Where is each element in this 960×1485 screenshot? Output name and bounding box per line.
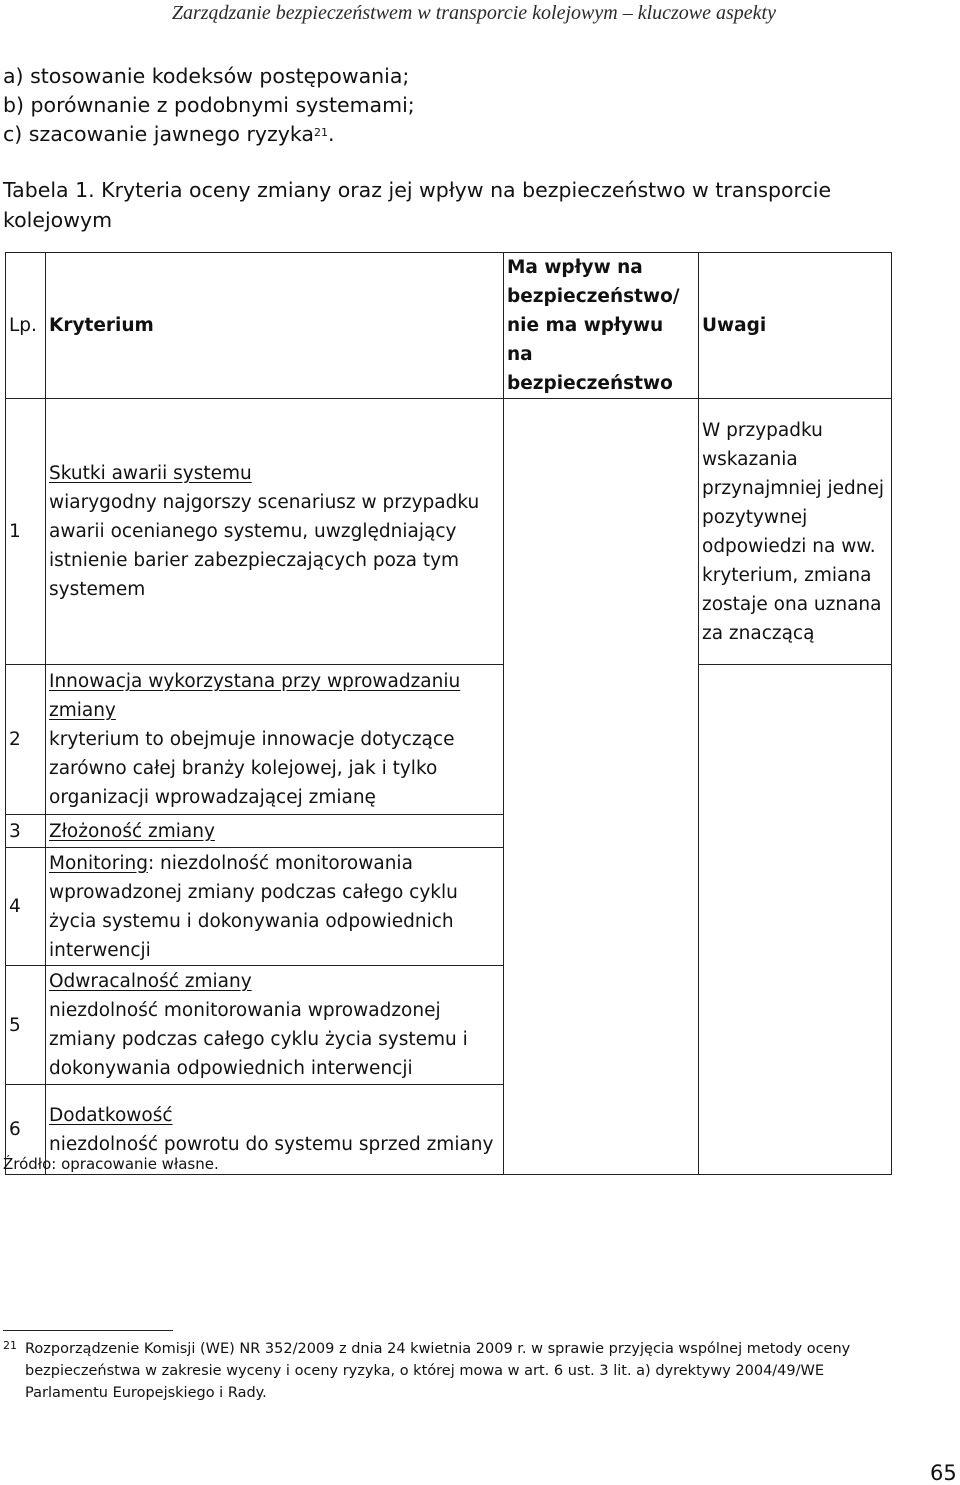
method-list xyxy=(3,62,415,149)
criterion-title: Odwracalność zmiany xyxy=(49,971,252,992)
header-criterion: Kryterium xyxy=(46,253,504,399)
criterion-body: wiarygodny najgorszy scenariusz w przypadku awarii ocenianego systemu, uwzględniający istnienie barier zabezpieczających poza tym systemem xyxy=(49,492,480,600)
criterion-cell xyxy=(46,848,504,966)
impact-cell[interactable] xyxy=(504,399,699,1175)
table-row xyxy=(6,665,892,815)
footnote-divider xyxy=(3,1330,173,1331)
table-caption: Tabela 1. Kryteria oceny zmiany oraz jej wpływ na bezpieczeństwo w transporcie kolejowym xyxy=(3,178,832,232)
criterion-body: niezdolność powrotu do systemu sprzed zmiany xyxy=(49,1133,494,1155)
notes-cell: W przypadku wskazania przynajmniej jednej pozytywnej odpowiedzi na ww. kryterium, zmiana zostaje ona uznana za znaczącą xyxy=(699,399,892,665)
criterion-cell xyxy=(46,399,504,665)
criterion-cell xyxy=(46,966,504,1085)
row-number: 6 xyxy=(6,1085,46,1175)
row-number: 1 xyxy=(6,399,46,665)
criterion-cell xyxy=(46,815,504,848)
list-item: b) porównanie z podobnymi systemami; xyxy=(3,93,415,117)
table-row xyxy=(6,399,892,665)
criterion-title: Złożoność zmiany xyxy=(49,820,215,842)
criterion-title: Dodatkowość xyxy=(49,1104,173,1126)
criterion-cell xyxy=(46,665,504,815)
row-number: 5 xyxy=(6,966,46,1085)
page-number: 65 xyxy=(930,1461,957,1485)
notes-cell-empty xyxy=(699,665,892,1175)
table-source: Źródło: opracowanie własne. xyxy=(3,1155,219,1173)
criterion-body: : niezdolność monitorowania wprowadzonej zmiany podczas całego cyklu życia systemu i dokonywania odpowiednich interwencji xyxy=(49,852,458,961)
criterion-body: niezdolność monitorowania wprowadzonej zmiany podczas całego cyklu życia systemu i dokonywania odpowiednich interwencji xyxy=(49,1000,468,1079)
footnote-number: 21 xyxy=(3,1339,17,1352)
criterion-title: Innowacja wykorzystana przy wprowadzaniu zmiany xyxy=(49,671,461,721)
footnote-text: Rozporządzenie Komisji (WE) NR 352/2009 z dnia 24 kwietnia 2009 r. w sprawie przyjęcia wspólnej metody oceny bezpieczeństwa w zakresie wyceny i oceny ryzyka, o której mowa w art. 6 ust. 3 lit. a) dyrektywy 2004/49/WE Parlamentu Europejskiego i Rady. xyxy=(25,1341,851,1401)
list-item: a) stosowanie kodeksów postępowania; xyxy=(3,64,410,88)
running-header: Zarządzanie bezpieczeństwem w transporcie kolejowym – kluczowe aspekty xyxy=(171,2,776,24)
header-lp: Lp. xyxy=(6,253,46,399)
row-number: 3 xyxy=(6,815,46,848)
table-header-row xyxy=(6,253,892,399)
header-impact: Ma wpływ na bezpieczeństwo/ nie ma wpływu na bezpieczeństwo xyxy=(504,253,699,399)
footnote-ref[interactable]: 21 xyxy=(313,126,328,139)
row-number: 4 xyxy=(6,848,46,966)
criterion-title: Monitoring xyxy=(49,852,148,874)
criteria-table xyxy=(5,252,892,1175)
list-item: c) szacowanie jawnego ryzyka$^{21}$. xyxy=(3,122,335,146)
criterion-body: kryterium to obejmuje innowacje dotyczące zarówno całej branży kolejowej, jak i tylko organizacji wprowadzającej zmianę xyxy=(49,729,455,808)
header-notes: Uwagi xyxy=(699,253,892,399)
row-number: 2 xyxy=(6,665,46,815)
footnote xyxy=(3,1338,898,1404)
criterion-title: Skutki awarii systemu xyxy=(49,463,252,484)
